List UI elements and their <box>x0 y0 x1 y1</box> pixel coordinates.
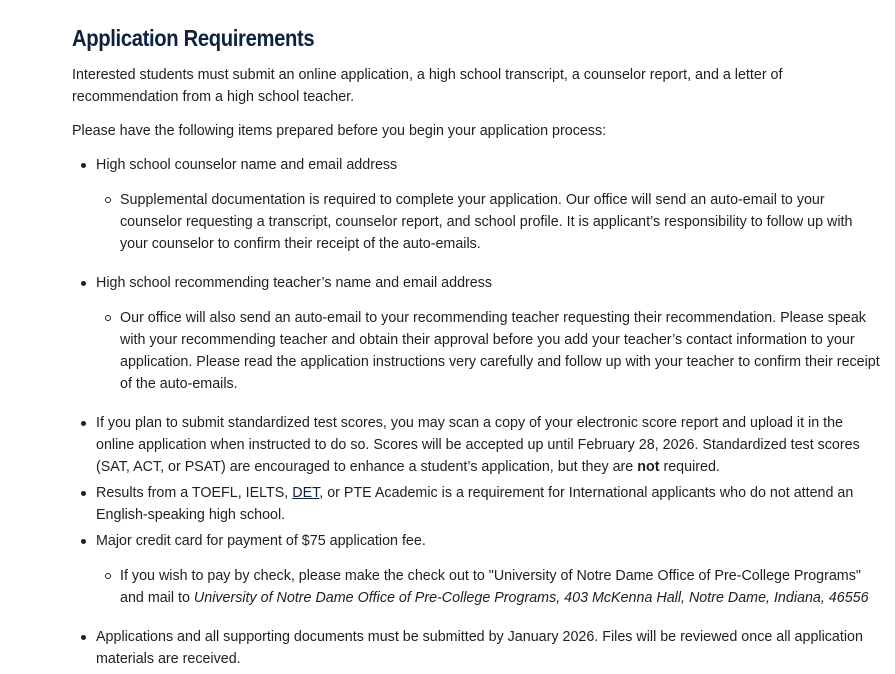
list-item-payment <box>72 530 884 609</box>
list-item-english-proficiency <box>72 482 884 526</box>
list-item-deadline <box>72 626 884 670</box>
english-text-before: Results from a TOEFL, IELTS, <box>96 485 289 501</box>
list-item-counselor <box>72 154 884 255</box>
list-item-test-scores <box>72 412 884 478</box>
det-link[interactable]: DET <box>292 485 320 501</box>
requirements-list <box>72 154 884 670</box>
intro-paragraph: Interested students must submit an online application, a high school transcript, a counselor report, and a letter of recommendation from a high school teacher. <box>72 67 783 105</box>
scores-emphasis: not <box>637 459 660 475</box>
prep-paragraph: Please have the following items prepared before you begin your application process: <box>72 123 607 139</box>
mailing-address: University of Notre Dame Office of Pre-College Programs, 403 McKenna Hall, Notre Dame, Indiana, 46556 <box>193 590 869 606</box>
english-text-after: , or PTE Academic is a requirement for International applicants who do not attend an English-speaking high school. <box>96 485 854 523</box>
teacher-sub-item: Our office will also send an auto-email to your recommending teacher requesting their recommendation. Please speak with your recommending teacher and obtain their approval before you add your teacher’s contact information to your application. Please read the application instructions very carefully and follow up with your teacher to confirm their receipt of the auto-emails. <box>96 307 884 395</box>
counselor-sublist <box>96 189 884 255</box>
payment-sub-item <box>96 565 884 609</box>
list-item-teacher <box>72 272 884 395</box>
scores-text-after: required. <box>663 459 720 475</box>
teacher-sublist <box>96 307 884 395</box>
counselor-item-text: High school counselor name and email address <box>96 157 398 173</box>
payment-sub-text: If you wish to pay by check, please make the check out to "University of Notre Dame Office of Pre-College Programs" and mail to <box>120 568 861 606</box>
page-title: Application Requirements <box>72 25 315 51</box>
payment-sublist <box>96 565 884 609</box>
application-requirements-section <box>72 20 884 674</box>
teacher-item-text: High school recommending teacher’s name and email address <box>96 275 493 291</box>
deadline-item-text: Applications and all supporting documents must be submitted by January 2026. Files will be reviewed once all application materials are received. <box>96 629 863 667</box>
counselor-sub-item: Supplemental documentation is required to complete your application. Our office will send an auto-email to your counselor requesting a transcript, counselor report, and school profile. It is applicant’s responsibility to follow up with your counselor to confirm their receipt of the auto-emails. <box>96 189 884 255</box>
payment-item-text: Major credit card for payment of $75 application fee. <box>96 533 426 549</box>
scores-text-before: If you plan to submit standardized test scores, you may scan a copy of your electronic score report and upload it in the online application when instructed to do so. Scores will be accepted up until February 28, 2026. Standardized test scores (SAT, ACT, or PSAT) are encouraged to enhance a student’s application, but they are <box>96 415 860 475</box>
